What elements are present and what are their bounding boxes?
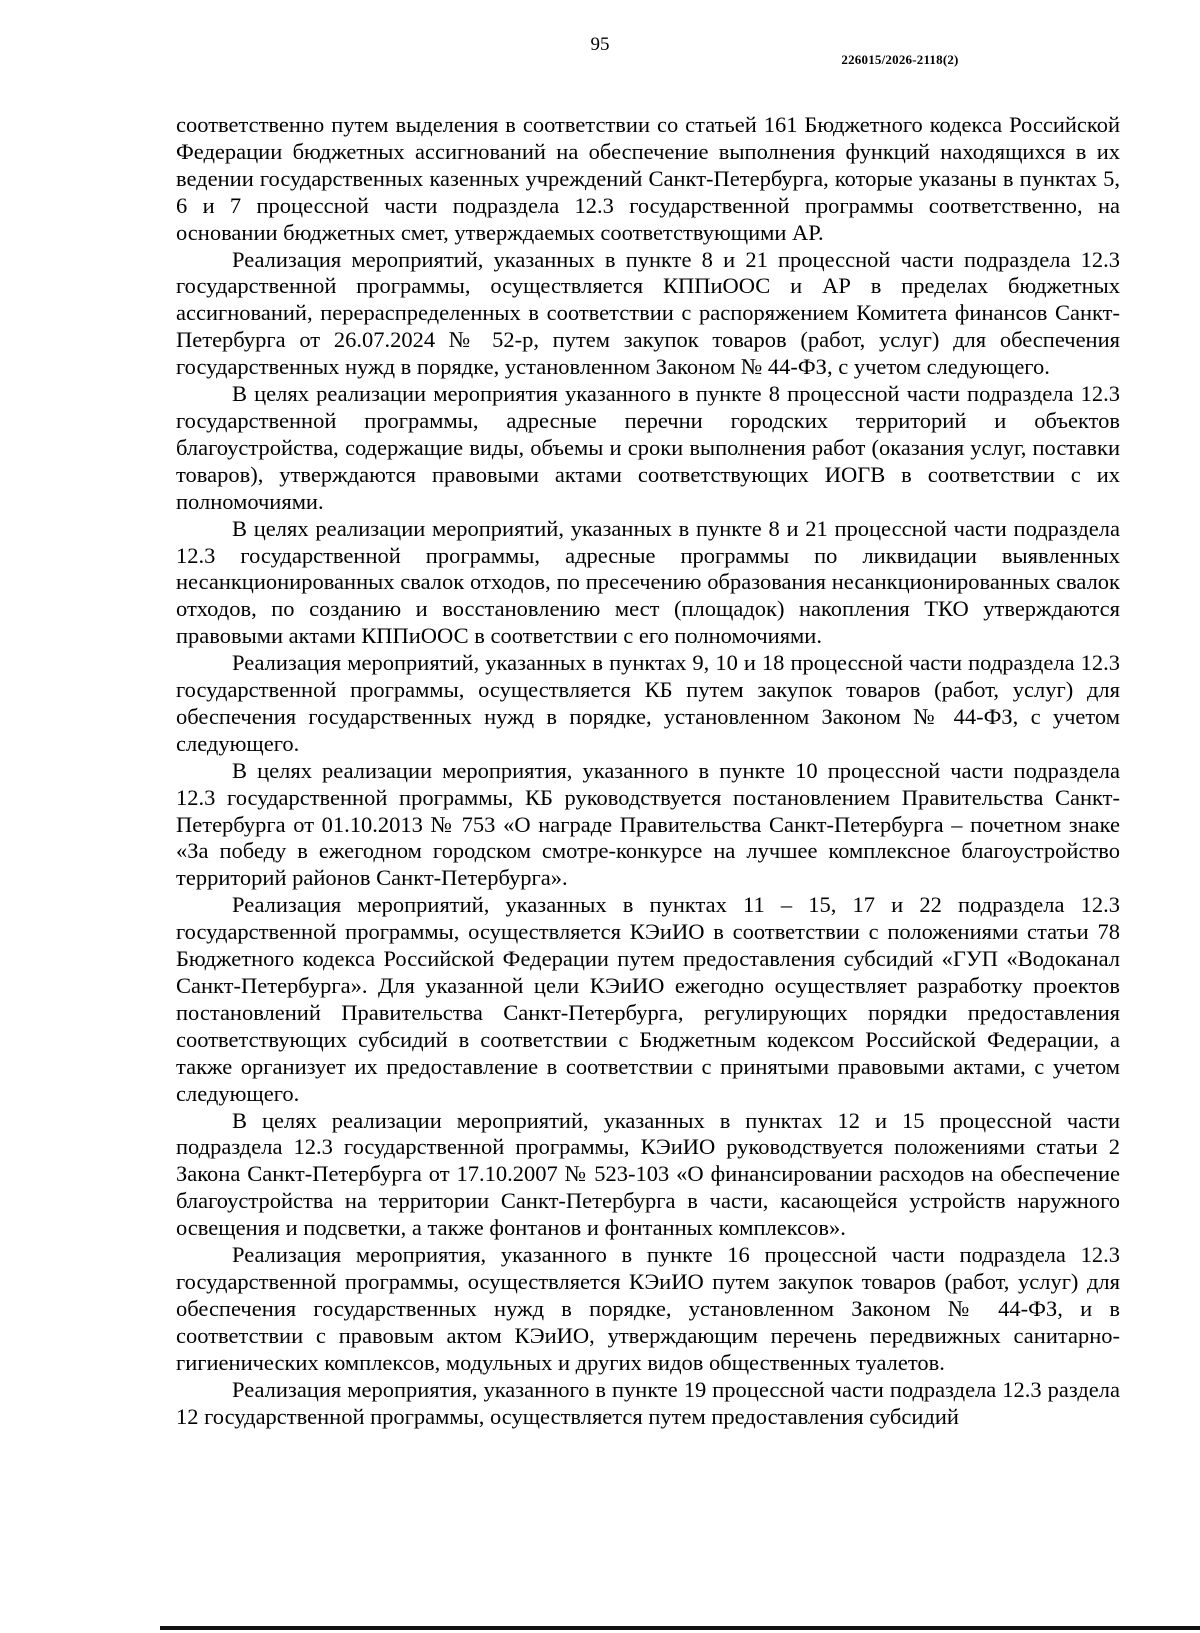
- paragraph: В целях реализации мероприятия, указанного в пункте 10 процессной части подраздела 12.3 государственной программы, КБ руководствуется постановлением Правительства Санкт-Петербурга от 01.10.2013 № 753 «О награде Правительства Санкт-Петербурга – почетном знаке «За победу в ежегодном городском смотре-конкурсе на лучшее комплексное благоустройство территорий районов Санкт-Петербурга».: [176, 757, 1120, 891]
- paragraph: соответственно путем выделения в соответствии со статьей 161 Бюджетного кодекса Российской Федерации бюджетных ассигнований на обеспечение выполнения функций находящихся в их ведении государственных казенных учреждений Санкт-Петербурга, которые указаны в пунктах 5, 6 и 7 процессной части подраздела 12.3 государственной программы соответственно, на основании бюджетных смет, утверждаемых соответствующими АР.: [176, 112, 1120, 245]
- page-edge-rule: [160, 1626, 1200, 1630]
- paragraph: Реализация мероприятий, указанных в пункте 8 и 21 процессной части подраздела 12.3 государственной программы, осуществляется КППиООС и АР в пределах бюджетных ассигнований, перераспределенных в соответствии с распоряжением Комитета финансов Санкт-Петербурга от 26.07.2024 № 52-р, путем закупок товаров (работ, услуг) для обеспечения государственных нужд в порядке, установленном Законом № 44-ФЗ, с учетом следующего.: [176, 246, 1120, 380]
- paragraph: В целях реализации мероприятия указанного в пункте 8 процессной части подраздела 12.3 государственной программы, адресные перечни городских территорий и объектов благоустройства, содержащие виды, объемы и сроки выполнения работ (оказания услуг, поставки товаров), утверждаются правовыми актами соответствующих ИОГВ в соответствии с их полномочиями.: [176, 381, 1120, 514]
- document-code: 226015/2026-2118(2): [841, 52, 959, 67]
- paragraph: Реализация мероприятия, указанного в пункте 19 процессной части подраздела 12.3 раздела 12 государственной программы, осуществляется путем предоставления субсидий: [176, 1376, 1120, 1429]
- page-number: 95: [590, 34, 610, 55]
- paragraph: Реализация мероприятий, указанных в пунктах 11 – 15, 17 и 22 подраздела 12.3 государственной программы, осуществляется КЭиИО в соответствии с положениями статьи 78 Бюджетного кодекса Российской Федерации путем предоставления субсидий «ГУП «Водоканал Санкт-Петербурга». Для указанной цели КЭиИО ежегодно осуществляет разработку проектов постановлений Правительства Санкт-Петербурга, регулирующих порядки предоставления соответствующих субсидий в соответствии с Бюджетным кодексом Российской Федерации, а также организует их предоставление в соответствии с принятыми правовыми актами, с учетом следующего.: [176, 892, 1120, 1106]
- document-body: [176, 112, 1120, 1430]
- paragraph: В целях реализации мероприятий, указанных в пунктах 12 и 15 процессной части подраздела 12.3 государственной программы, КЭиИО руководствуется положениями статьи 2 Закона Санкт-Петербурга от 17.10.2007 № 523-103 «О финансировании расходов на обеспечение благоустройства на территории Санкт-Петербурга в части, касающейся устройств наружного освещения и подсветки, а также фонтанов и фонтанных комплексов».: [176, 1107, 1120, 1241]
- paragraph: Реализация мероприятия, указанного в пункте 16 процессной части подраздела 12.3 государственной программы, осуществляется КЭиИО путем закупок товаров (работ, услуг) для обеспечения государственных нужд в порядке, установленном Законом № 44-ФЗ, и в соответствии с правовым актом КЭиИО, утверждающим перечень передвижных санитарно-гигиенических комплексов, модульных и других видов общественных туалетов.: [176, 1242, 1120, 1375]
- paragraph: Реализация мероприятий, указанных в пунктах 9, 10 и 18 процессной части подраздела 12.3 государственной программы, осуществляется КБ путем закупок товаров (работ, услуг) для обеспечения государственных нужд в порядке, установленном Законом № 44-ФЗ, с учетом следующего.: [176, 650, 1120, 756]
- paragraph: В целях реализации мероприятий, указанных в пункте 8 и 21 процессной части подраздела 12.3 государственной программы, адресные программы по ликвидации выявленных несанкционированных свалок отходов, по пресечению образования несанкционированных свалок отходов, по созданию и восстановлению мест (площадок) накопления ТКО утверждаются правовыми актами КППиООС в соответствии с его полномочиями.: [176, 515, 1120, 649]
